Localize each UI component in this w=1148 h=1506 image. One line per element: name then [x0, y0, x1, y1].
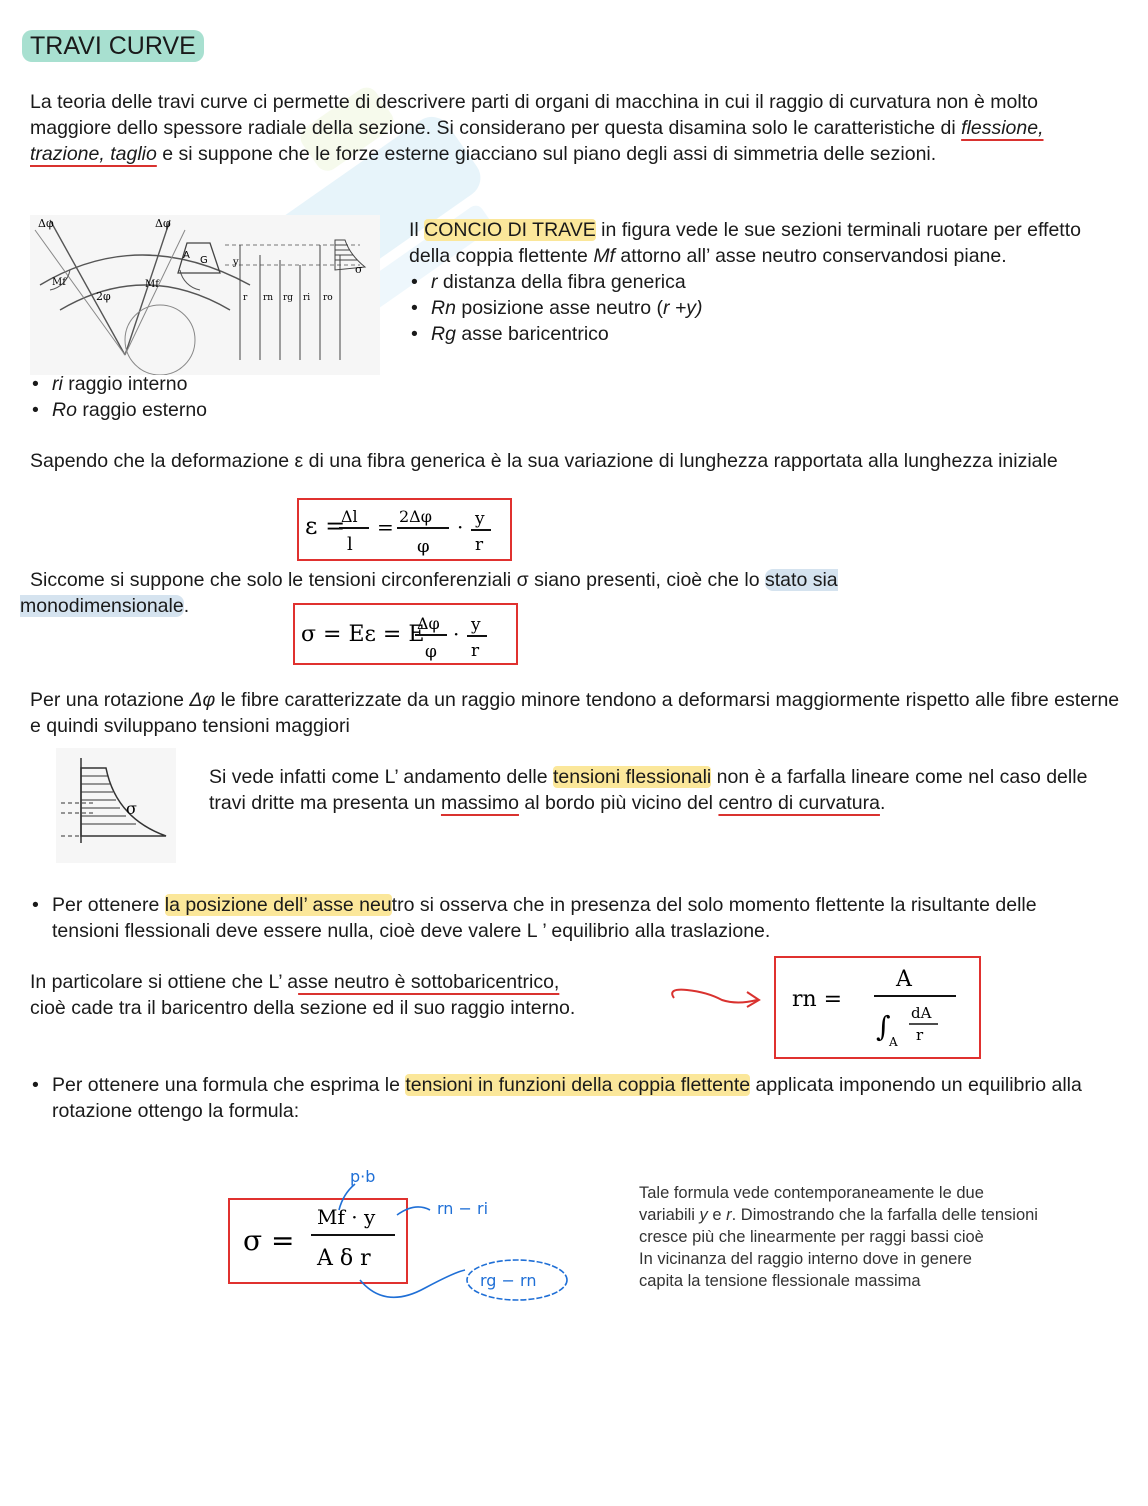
note-line-5: capita la tensione flessionale massima: [639, 1272, 921, 1290]
list-item: • Rg asse baricentrico: [409, 321, 1119, 347]
intro-emphasis: flessione, trazione, taglio: [30, 117, 1044, 165]
radii-list: [30, 371, 430, 423]
eq1-f1-num: Δl: [341, 507, 358, 526]
deformazione-paragraph: Sapendo che la deformazione ε di una fibra generica è la sua variazione di lunghezza rapportata alla lunghezza iniziale: [30, 450, 1058, 472]
eq1-f2-num: 2Δφ: [399, 507, 432, 526]
flessionali-paragraph: [209, 764, 1124, 816]
eq1-f1-den: l: [347, 534, 353, 555]
neutral-axis-formula-box: [774, 956, 981, 1059]
eq3-sub: A: [889, 1035, 898, 1049]
fig1-y: y: [233, 257, 239, 268]
eq3-dd: r: [916, 1026, 924, 1044]
arrow-right-icon: [662, 980, 767, 1020]
flessionali-pre: Si vede infatti come L’ andamento delle: [209, 766, 553, 788]
annotation-rg-rn: rg − rn: [480, 1271, 537, 1290]
stress-formula-box: [293, 603, 518, 665]
concio-list: [409, 269, 1119, 347]
fig1-mf-right: Mf: [145, 279, 159, 290]
fig1-rn: rn: [263, 293, 274, 303]
flessionali-highlight: tensioni flessionali: [553, 766, 712, 788]
rotazione-post: le fibre caratterizzate da un raggio minore tendono a deformarsi maggiormente rispetto alle fibre esterne e quindi sviluppano tensioni maggiori: [30, 689, 1120, 737]
particolare-paragraph: [30, 969, 670, 1021]
fig1-dphi-left: Δφ: [38, 217, 54, 230]
fig1-two-phi: 2φ: [96, 290, 111, 303]
siccome-highlight: stato sia monodimensionale: [20, 569, 838, 617]
eq3-num: A: [896, 967, 912, 992]
fig1-sigma: σ: [355, 263, 363, 276]
rotazione-symbol: Δφ: [189, 689, 216, 711]
note-line-4: In vicinanza del raggio interno dove in genere: [639, 1250, 972, 1268]
eq1-f3-den: r: [475, 535, 484, 555]
curved-beam-stress-formula: [225, 1160, 585, 1310]
fig1-ri: ri: [303, 293, 311, 303]
particolare-post: cioè cade tra il baricentro della sezione ed il suo raggio interno.: [30, 997, 576, 1019]
eq1-f3-num: y: [475, 509, 485, 529]
concio-text-2: attorno all’ asse neutro conservandosi piane.: [614, 245, 1007, 267]
strain-formula-box: [297, 498, 512, 561]
eq2-f1-num: Δφ: [417, 614, 440, 633]
eq3-integral: ∫: [876, 1010, 891, 1043]
note-line-3: cresce più che linearmente per raggi bassi cioè: [639, 1228, 984, 1246]
particolare-underlined: sse neutro è sottobaricentrico,: [298, 971, 560, 993]
formula-note: [639, 1182, 1119, 1292]
fig1-g: G: [200, 255, 208, 266]
flessionali-post: .: [879, 792, 886, 814]
bullet-asse-neutro: [30, 892, 1060, 944]
flessionali-massimo: massimo: [440, 792, 519, 814]
fig1-a: A: [183, 250, 190, 261]
concio-mf: Mf: [593, 245, 615, 267]
annotation-rn-ri: rn − ri: [437, 1199, 489, 1218]
fig1-mf-left: Mf: [52, 277, 66, 288]
fig1-dphi-right: Δφ: [155, 217, 171, 230]
list-item: • Ro raggio esterno: [30, 397, 430, 423]
page-title: TRAVI CURVE: [22, 30, 204, 62]
fig1-rg: rg: [283, 293, 294, 303]
fig1-ro: ro: [323, 293, 333, 303]
siccome-post: .: [183, 595, 190, 617]
particolare-pre: In particolare si ottiene che L’ a: [30, 971, 299, 993]
concio-paragraph: [409, 217, 1119, 347]
eq3-dn: dA: [911, 1004, 932, 1022]
note-line-2: variabili y e r. Dimostrando che la farfalla delle tensioni: [639, 1206, 1038, 1224]
curved-beam-figure: [30, 215, 380, 375]
rotazione-pre: Per una rotazione: [30, 689, 190, 711]
eq1-eq: =: [377, 515, 394, 539]
eq1-dot: ·: [457, 515, 464, 539]
bullet2-highlight: tensioni in funzioni della coppia flettente: [405, 1074, 751, 1096]
stress-distribution-figure: [56, 748, 176, 863]
fig1-r: r: [243, 293, 248, 303]
eq1-f2-den: φ: [417, 536, 430, 557]
eq1-lhs: ε =: [305, 512, 346, 540]
flessionali-mid: non è a farfalla lineare come nel caso delle travi dritte ma presenta un: [209, 766, 1088, 814]
concio-text-1: in figura vede le sue sezioni terminali ruotare per effetto della coppia flettente: [409, 219, 1081, 267]
flessionali-mid2: al bordo più vicino del: [518, 792, 719, 814]
eq4-lhs: σ =: [243, 1224, 295, 1257]
bullet-coppia-flettente: [30, 1072, 1120, 1124]
rotazione-paragraph: [30, 687, 1120, 739]
eq4-den: A δ r: [317, 1246, 371, 1271]
list-item: • Per ottenere una formula che esprima le tensioni in funzioni della coppia flettente applicata imponendo un equilibrio alla rotazione ottengo la formula:: [30, 1072, 1120, 1124]
eq4-num: Mf · y: [317, 1205, 376, 1229]
eq2-f1-den: φ: [425, 642, 437, 662]
intro-text-1: La teoria delle travi curve ci permette di descrivere parti di organi di macchina in cui il raggio di curvatura non è molto maggiore dello spessore radiale della sezione. Si considerano per questa disamina solo le caratteristiche di: [30, 91, 1038, 139]
eq2-lhs: σ = Eε = E: [301, 622, 425, 647]
concio-highlight: CONCIO DI TRAVE: [424, 219, 596, 241]
concio-pre: Il: [409, 219, 425, 241]
intro-text-2: e si suppone che le forze esterne giacciano sul piano degli assi di simmetria delle sezioni.: [156, 143, 937, 165]
list-item: • Per ottenere la posizione dell’ asse neutro si osserva che in presenza del solo momento flettente la risultante delle tensioni flessionali deve essere nulla, cioè deve valere L ’ equilibrio alla traslazione.: [30, 892, 1060, 944]
note-line-1: Tale formula vede contemporaneamente le due: [639, 1184, 984, 1202]
fig2-sigma: σ: [126, 799, 137, 818]
intro-paragraph: [30, 89, 1120, 167]
eq2-f2-num: y: [471, 615, 481, 635]
siccome-text: Siccome si suppone che solo le tensioni circonferenziali σ siano presenti, cioè che lo: [30, 569, 766, 591]
eq2-dot: ·: [453, 622, 460, 646]
list-item: • ri raggio interno: [30, 371, 430, 397]
eq3-lhs: rn =: [792, 987, 843, 1012]
eq2-f2-den: r: [471, 641, 480, 661]
flessionali-centro: centro di curvatura: [718, 792, 880, 814]
annotation-pb: p·b: [350, 1167, 376, 1186]
bullet1-highlight: la posizione dell’ asse neu: [164, 894, 392, 916]
list-item: • Rn posizione asse neutro (r +y): [409, 295, 1119, 321]
list-item: • r distanza della fibra generica: [409, 269, 1119, 295]
